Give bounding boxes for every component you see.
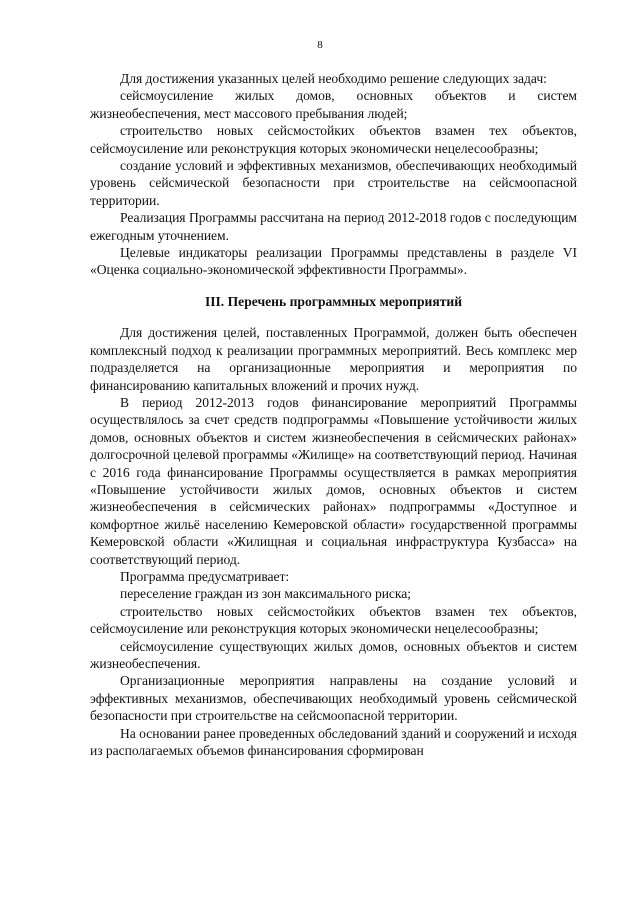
paragraph: Реализация Программы рассчитана на период 2012-2018 годов с последующим ежегодным уточнением. [90, 210, 577, 243]
paragraph: строительство новых сейсмостойких объектов взамен тех объектов, сейсмоусиление или реконструкция которых экономически нецелесообразны; [90, 123, 577, 156]
paragraph: Целевые индикаторы реализации Программы представлены в разделе VI «Оценка социально-экономической эффективности Программы». [90, 245, 577, 278]
paragraph: В период 2012-2013 годов финансирование мероприятий Программы осуществлялось за счет средств подпрограммы «Повышение устойчивости жилых домов, основных объектов и систем жизнеобеспечения в сейсмических районах» долгосрочной целевой программы «Жилище» на соответствующий период. Начиная с 2016 года финансирование Программы осуществляется в рамках мероприятия «Повышение устойчивости жилых домов, основных объектов и систем жизнеобеспечения в сейсмических районах» подпрограммы «Доступное и комфортное жильё населению Кемеровской области» государственной программы Кемеровской области «Жилищная и социальная инфраструктура Кузбасса» на соответствующий период. [90, 394, 577, 567]
paragraph: Программа предусматривает: [120, 568, 290, 584]
section-heading: III. Перечень программных мероприятий [204, 293, 463, 309]
paragraph: сейсмоусиление жилых домов, основных объектов и систем жизнеобеспечения, мест массового пребывания людей; [90, 88, 577, 121]
page-number: 8 [317, 39, 323, 51]
paragraph: На основании ранее проведенных обследований зданий и сооружений и исходя из располагаемых объемов финансирования сформирован [90, 725, 577, 759]
paragraph: Для достижения целей, поставленных Программой, должен быть обеспечен комплексный подход к реализации программных мероприятий. Весь комплекс мер подразделяется на организационные мероприятия и мероприятия по финансированию капитальных вложений и прочих нужд. [90, 325, 577, 393]
paragraph: Организационные мероприятия направлены на создание условий и эффективных механизмов, обеспечивающих необходимый уровень сейсмической безопасности при строительстве на сейсмоопасной территории. [90, 673, 577, 724]
paragraph: сейсмоусиление существующих жилых домов, основных объектов и систем жизнеобеспечения. [90, 638, 577, 671]
paragraph: создание условий и эффективных механизмов, обеспечивающих необходимый уровень сейсмической безопасности при строительстве на сейсмоопасной территории. [90, 158, 577, 208]
paragraph: строительство новых сейсмостойких объектов взамен тех объектов, сейсмоусиление или реконструкция которых экономически нецелесообразны; [90, 603, 577, 637]
paragraph: Для достижения указанных целей необходимо решение следующих задач: [120, 71, 547, 86]
paragraph: переселение граждан из зон максимального риска; [120, 586, 411, 602]
document-body [90, 70, 577, 759]
